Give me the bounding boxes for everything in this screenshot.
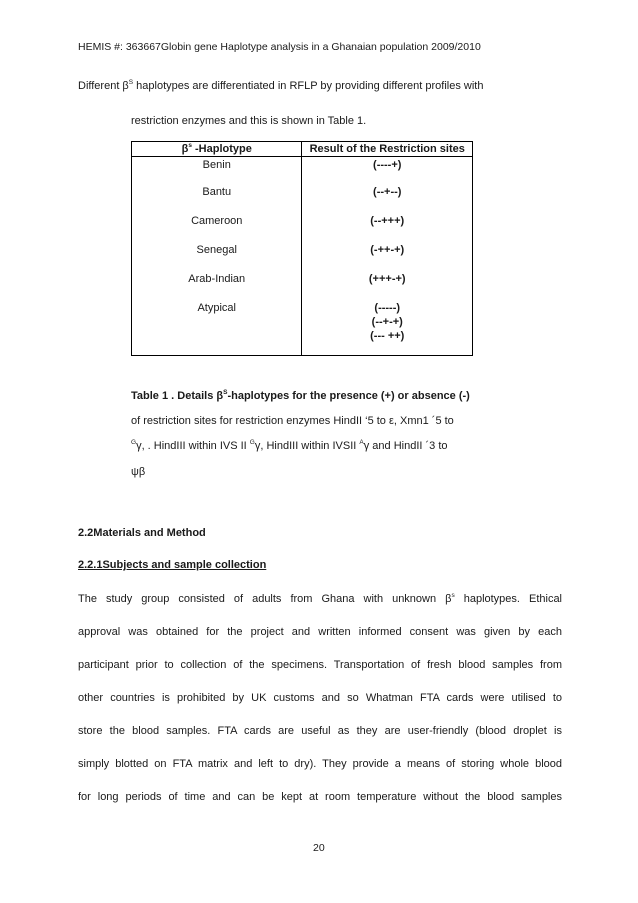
table-row (132, 157, 473, 185)
haplotype-cell: Cameroon (132, 213, 302, 242)
body-line: simply blotted on FTA matrix and left to dry). They provide a means of storing whole blood (78, 758, 562, 770)
table-row (132, 300, 473, 356)
sites-cell: (-----) (--+-+) (--- ++) (302, 300, 473, 356)
section-heading: 2.2Materials and Method (78, 527, 206, 539)
sites-cell: (-++-+) (302, 242, 473, 271)
sites-cell: (----+) (302, 157, 473, 185)
body-line: approval was obtained for the project and written informed consent was given by each (78, 626, 562, 638)
sites-column-header: Result of the Restriction sites (302, 142, 473, 157)
haplotype-cell: Bantu (132, 184, 302, 213)
table-row (132, 213, 473, 242)
table-row (132, 184, 473, 213)
haplotype-cell: Atypical (132, 300, 302, 356)
haplotype-cell: Arab-Indian (132, 271, 302, 300)
sites-cell: (--+--) (302, 184, 473, 213)
table-caption-line: of restriction sites for restriction enzymes HindII ‘5 to ε, Xmn1 ´5 to (131, 415, 454, 427)
haplotype-cell: Benin (132, 157, 302, 185)
intro-line-2: restriction enzymes and this is shown in Table 1. (131, 115, 367, 127)
haplotype-column-header: $\beta^s$ -Haplotype (132, 142, 302, 157)
table-caption-title: Table 1 . Details $\beta^S$-haplotypes for the presence (+) or absence (-) (131, 389, 470, 402)
subsection-heading: 2.2.1Subjects and sample collection (78, 559, 267, 571)
sites-cell: (--+++) (302, 213, 473, 242)
haplotype-cell: Senegal (132, 242, 302, 271)
table-caption-line: $^G$γ, . HindIII within IVS II $^G$γ, HindIII within IVSII $^A$γ and HindII ´3 to (131, 439, 448, 452)
body-line: participant prior to collection of the specimens. Transportation of fresh blood samples from (78, 659, 562, 671)
table-header-row (132, 142, 473, 157)
running-header: HEMIS #: 363667Globin gene Haplotype analysis in a Ghanaian population 2009/2010 (78, 41, 481, 53)
body-line: The study group consisted of adults from Ghana with unknown $\beta^s$ haplotypes. Ethical (78, 592, 563, 605)
body-line: store the blood samples. FTA cards are useful as they are user-friendly (blood droplet is (78, 725, 562, 737)
intro-line-1 (78, 80, 483, 92)
body-line: for long periods of time and can be kept at room temperature without the blood samples (78, 791, 562, 803)
body-line: other countries is prohibited by UK customs and so Whatman FTA cards were utilised to (78, 692, 562, 704)
table-row (132, 242, 473, 271)
page-number: 20 (313, 842, 325, 854)
intro-text: Different β (78, 80, 129, 92)
table-row (132, 271, 473, 300)
beta-superscript: S (128, 79, 134, 86)
table-caption-line: ψβ (131, 466, 146, 478)
sites-cell: (+++-+) (302, 271, 473, 300)
haplotype-table (131, 141, 473, 356)
intro-text: haplotypes are differentiated in RFLP by providing different profiles with (133, 80, 484, 92)
